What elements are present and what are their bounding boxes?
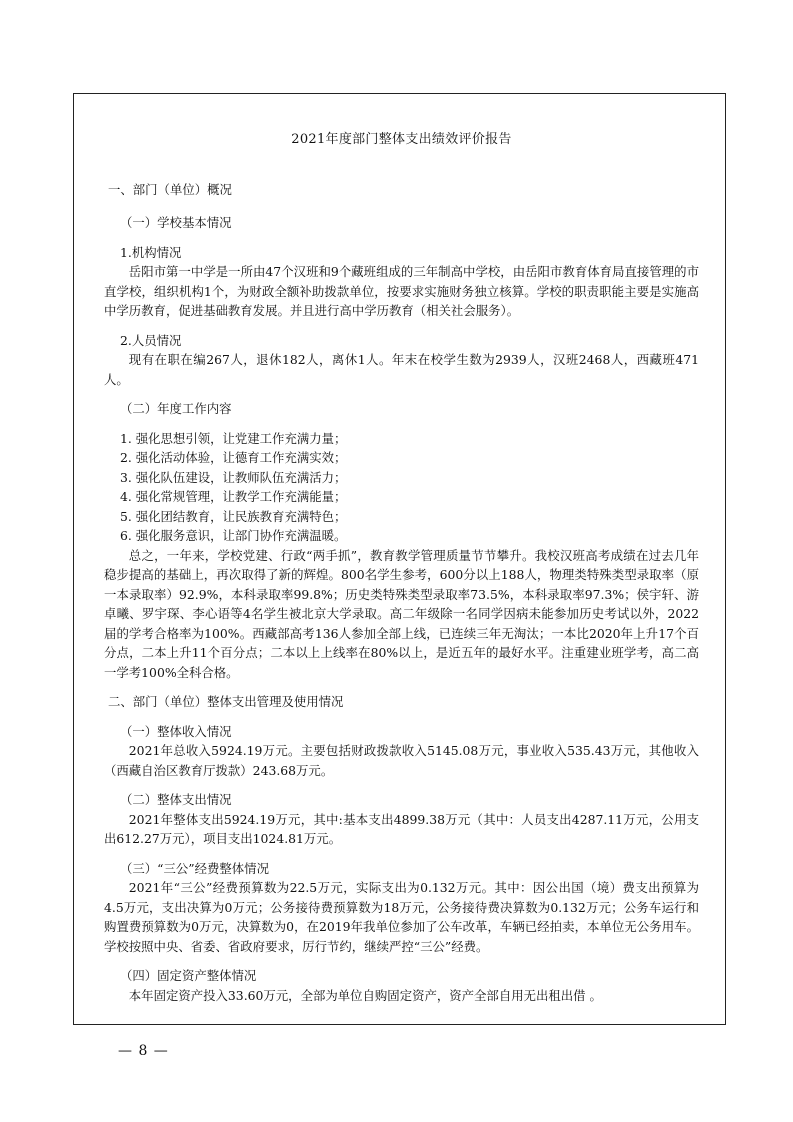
list-item: 6. 强化服务意识，让部门协作充满温暖。 xyxy=(120,528,347,543)
work-list xyxy=(104,429,699,546)
item-1-title: 1.机构情况 xyxy=(120,244,182,260)
list-item: 3. 强化队伍建设，让教师队伍充满活力； xyxy=(120,469,347,485)
section-2-heading: 二、部门（单位）整体支出管理及使用情况 xyxy=(108,694,344,709)
section-2-2-heading: （二）整体支出情况 xyxy=(120,792,232,807)
item-1-text: 岳阳市第一中学是一所由47个汉班和9个藏班组成的三年制高中学校，由岳阳市教育体育局直接管理的市直学校，组织机构1个，为财政全额补助拨款单位，按要求实施财务独立核算。学校的职责职能主要是实施高中学历教育，促进基础教育发展。并且进行高中学历教育（相关社会服务）。 xyxy=(104,264,699,318)
fixed-assets-text: 本年固定资产投入33.60万元，全部为单位自购固定资产，资产全部自用无出租出借 。 xyxy=(128,987,602,1003)
income-text: 2021年总收入5924.19万元。主要包括财政拨款收入5145.08万元，事业收入535.43万元，其他收入（西藏自治区教育厅拨款）243.68万元。 xyxy=(104,743,699,778)
section-1-heading: 一、部门（单位）概况 xyxy=(108,181,232,197)
section-2-4-heading: （四）固定资产整体情况 xyxy=(120,968,257,983)
list-item: 5. 强化团结教育，让民族教育充满特色； xyxy=(120,508,347,524)
report-content xyxy=(104,130,699,1015)
three-public-text: 2021年“三公”经费预算数为22.5万元，实际支出为0.132万元。其中：因公出国（境）费支出预算为4.5万元，支出决算为0万元；公务接待费预算数为18万元，公务接待费决算数为0.132万元；公务车运行和购置费预算数为0万元，决算数为0，在2019年我单位参加了公车改革，车辆已经拍卖，本单位无公务用车。学校按照中央、省委、省政府要求，厉行节约，继续严控“三公”经费。 xyxy=(104,880,699,954)
item-2-text: 现有在职在编267人，退休182人，离休1人。年末在校学生数为2939人，汉班2468人，西藏班471人。 xyxy=(104,352,699,387)
item-2-title: 2.人员情况 xyxy=(120,332,182,348)
section-1-1-heading: （一）学校基本情况 xyxy=(120,215,232,230)
report-frame xyxy=(73,93,726,1025)
summary-text: 总之，一年来，学校党建、行政“两手抓”，教育教学管理质量节节攀升。我校汉班高考成绩在过去几年稳步提高的基础上，再次取得了新的辉煌。800名学生参考，600分以上188人，物理类特殊类型录取率（原一本录取率）92.9%，本科录取率99.8%；历史类特殊类型录取率73.5%，本科录取率97.3%；侯宇轩、游卓曦、罗宇琛、李心语等4名学生被北京大学录取。高二年级除一名同学因病未能参加历史考试以外，2022届的学考合格率为100%。西藏部高考136人参加全部上线，已连续三年无淘汰；一本比2020年上升17个百分点，二本上升11个百分点；二本以上上线率在80%以上，是近五年的最好水平。注重建业班学考，高二高一学考100%全科合格。 xyxy=(104,547,699,680)
section-2-3-heading: （三）“三公”经费整体情况 xyxy=(120,860,269,876)
section-2-1-heading: （一）整体收入情况 xyxy=(120,723,232,739)
list-item: 2. 强化活动体验，让德育工作充满实效； xyxy=(120,450,347,465)
page-number: — 8 — xyxy=(118,1043,169,1059)
list-item: 1. 强化思想引领，让党建工作充满力量； xyxy=(120,430,347,446)
expenditure-text: 2021年整体支出5924.19万元，其中:基本支出4899.38万元（其中：人员支出4287.11万元，公用支出612.27万元），项目支出1024.81万元。 xyxy=(104,811,699,846)
list-item: 4. 强化常规管理，让教学工作充满能量； xyxy=(120,489,347,504)
page-title: 2021年度部门整体支出绩效评价报告 xyxy=(291,132,512,147)
section-1-2-heading: （二）年度工作内容 xyxy=(120,401,232,416)
